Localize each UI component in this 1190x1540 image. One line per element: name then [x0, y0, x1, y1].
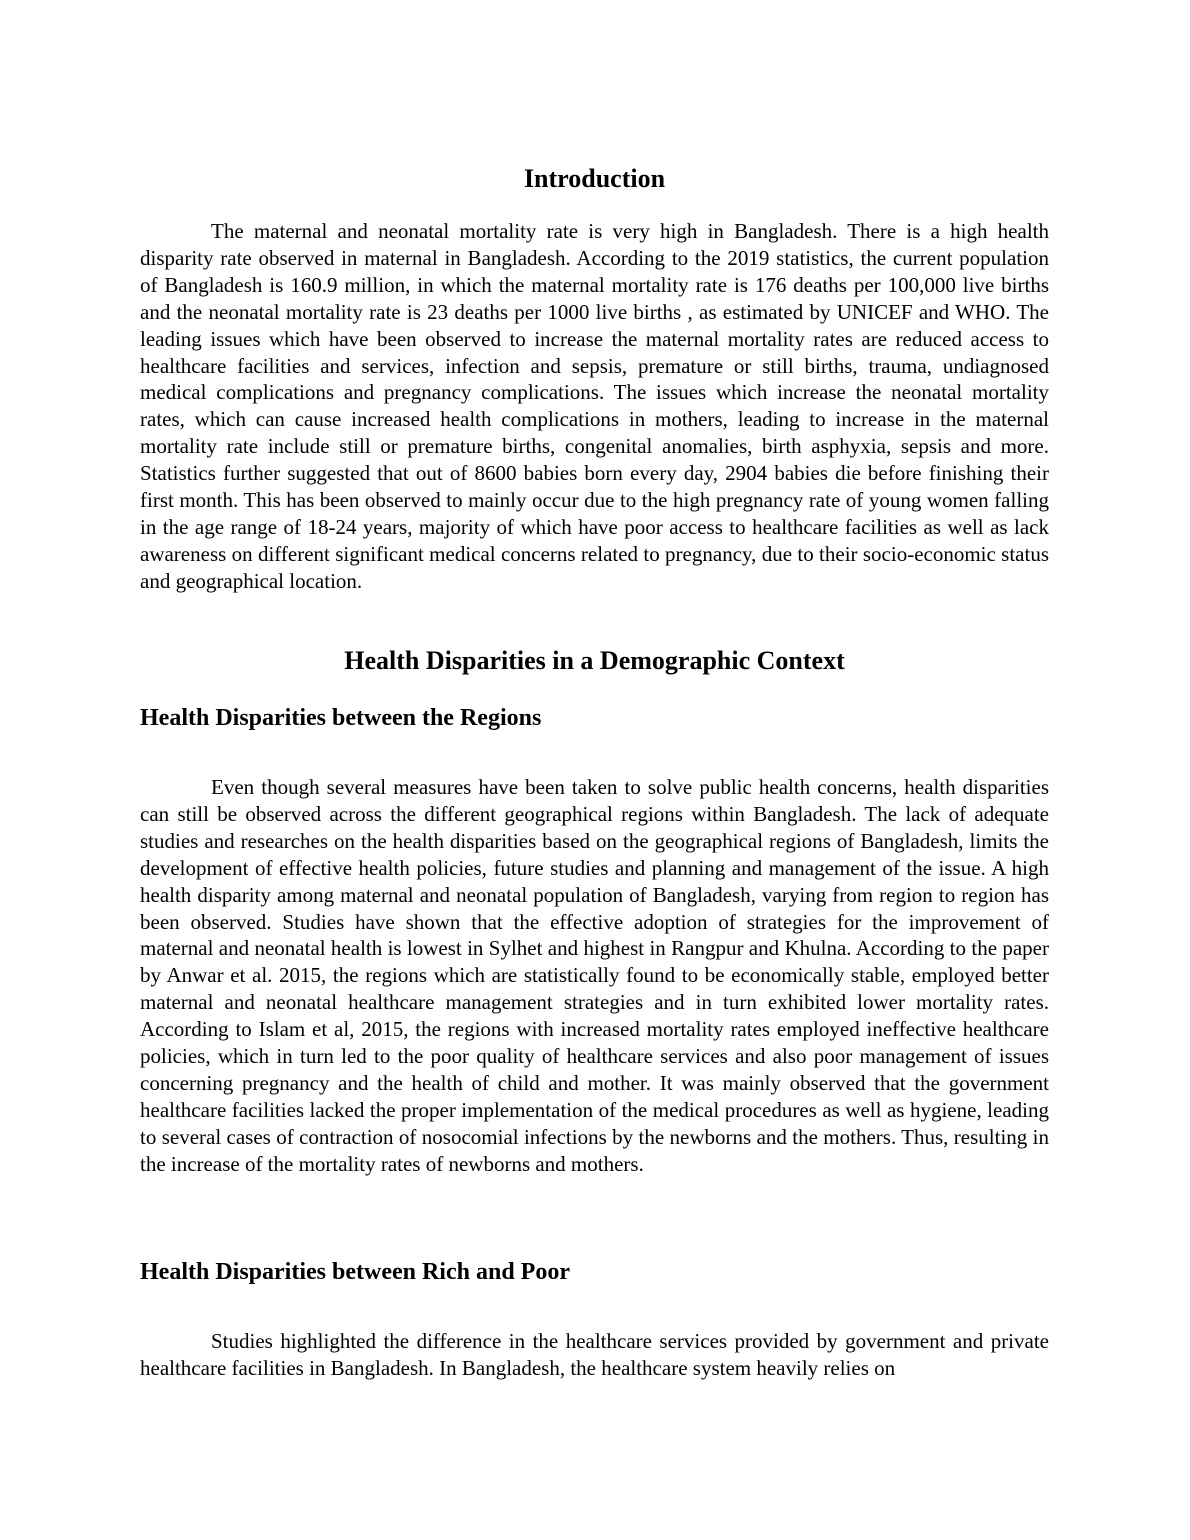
- rich-poor-subheading: Health Disparities between Rich and Poor: [140, 1259, 570, 1285]
- regions-subheading: Health Disparities between the Regions: [140, 705, 542, 731]
- rich-poor-paragraph: Studies highlighted the difference in the healthcare services provided by government and private healthcare facilities in Bangladesh. In Bangladesh, the healthcare system heavily relies on: [140, 1329, 1049, 1380]
- introduction-paragraph: The maternal and neonatal mortality rate is very high in Bangladesh. There is a high health disparity rate observed in maternal in Bangladesh. According to the 2019 statistics, the current population of Bangladesh is 160.9 million, in which the maternal mortality rate is 176 deaths per 100,000 live births and the neonatal mortality rate is 23 deaths per 1000 live births , as estimated by UNICEF and WHO. The leading issues which have been observed to increase the maternal mortality rates are reduced access to healthcare facilities and services, infection and sepsis, premature or still births, trauma, undiagnosed medical complications and pregnancy complications. The issues which increase the neonatal mortality rates, which can cause increased health complications in mothers, leading to increase in the maternal mortality rate include still or premature births, congenital anomalies, birth asphyxia, sepsis and more. Statistics further suggested that out of 8600 babies born every day, 2904 babies die before finishing their first month. This has been observed to mainly occur due to the high pregnancy rate of young women falling in the age range of 18-24 years, majority of which have poor access to healthcare facilities as well as lack awareness on different significant medical concerns related to pregnancy, due to their socio-economic status and geographical location.: [140, 219, 1049, 593]
- introduction-heading: Introduction: [523, 164, 666, 193]
- demographic-context-heading: Health Disparities in a Demographic Context: [344, 646, 845, 675]
- regions-paragraph: Even though several measures have been taken to solve public health concerns, health disparities can still be observed across the different geographical regions within Bangladesh. The lack of adequate studies and researches on the health disparities based on the geographical regions of Bangladesh, limits the development of effective health policies, future studies and planning and management of the issue. A high health disparity among maternal and neonatal population of Bangladesh, varying from region to region has been observed. Studies have shown that the effective adoption of strategies for the improvement of maternal and neonatal health is lowest in Sylhet and highest in Rangpur and Khulna. According to the paper by Anwar et al. 2015, the regions which are statistically found to be economically stable, employed better maternal and neonatal healthcare management strategies and in turn exhibited lower mortality rates. According to Islam et al, 2015, the regions with increased mortality rates employed ineffective healthcare policies, which in turn led to the poor quality of healthcare services and also poor management of issues concerning pregnancy and the health of child and mother. It was mainly observed that the government healthcare facilities lacked the proper implementation of the medical procedures as well as hygiene, leading to several cases of contraction of nosocomial infections by the newborns and the mothers. Thus, resulting in the increase of the mortality rates of newborns and mothers.: [140, 775, 1049, 1176]
